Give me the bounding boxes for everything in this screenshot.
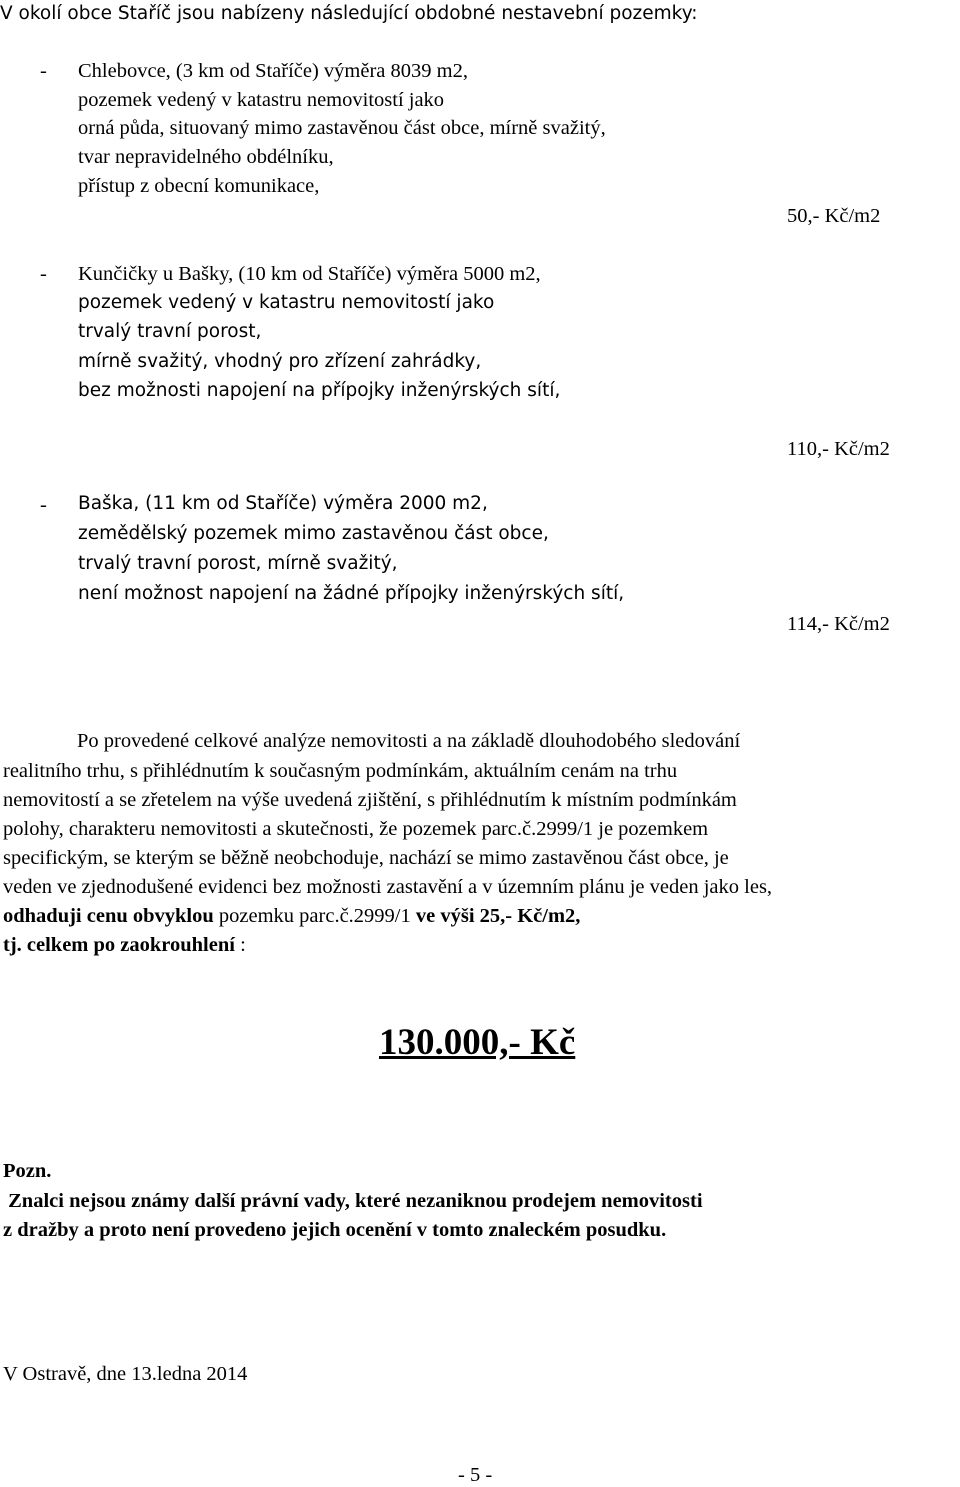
item-line: trvalý travní porost, [78,321,262,342]
colon-text: : [234,934,246,956]
note-line: Znalci nejsou známy další právní vady, které nezaniknou prodejem nemovitosti [3,1190,703,1212]
item-dash: - [40,494,47,516]
item-line: přístup z obecní komunikace, [78,175,320,197]
item-line: orná půda, situovaný mimo zastavěnou část obce, mírně svažitý, [78,117,606,139]
conclusion-line [3,906,580,927]
item-line: Kunčičky u Bašky, (10 km od Staříče) výměra 5000 m2, [78,263,541,285]
conclusion-line: nemovitostí a se zřetelem na výše uvedená zjištění, s přihlédnutím k místním podmínkám [3,789,737,811]
parcel-text: pozemku parc.č.2999/1 [213,905,416,927]
conclusion-line: realitního trhu, s přihlédnutím k současným podmínkám, aktuálním cenám na trhu [3,760,678,782]
conclusion-line [3,935,246,956]
estimate-label: odhaduji cenu obvyklou [3,905,214,927]
conclusion-line: specifickým, se kterým se běžně neobchoduje, nachází se mimo zastavěnou část obce, je [3,847,729,869]
item-line: pozemek vedený v katastru nemovitostí jako [78,89,445,111]
page-number: - 5 - [458,1464,493,1486]
item-line: trvalý travní porost, mírně svažitý, [78,553,398,574]
item-line: bez možnosti napojení na přípojky inženýrských sítí, [78,380,561,401]
item-line: Chlebovce, (3 km od Staříče) výměra 8039 m2, [78,60,468,82]
intro-text: V okolí obce Staříč jsou nabízeny následující obdobné nestavební pozemky: [0,3,698,24]
total-price: 130.000,- Kč [379,1022,576,1063]
item-line: mírně svažitý, vhodný pro zřízení zahrádky, [78,351,482,372]
note-line: z dražby a proto není provedeno jejich ocenění v tomto znaleckém posudku. [3,1219,667,1241]
item-line: není možnost napojení na žádné přípojky inženýrských sítí, [78,583,625,604]
note-heading: Pozn. [3,1160,52,1182]
item-line: tvar nepravidelného obdélníku, [78,146,334,168]
item-price: 50,- Kč/m2 [787,205,881,227]
item-price: 110,- Kč/m2 [787,438,890,460]
conclusion-line: polohy, charakteru nemovitosti a skutečnosti, že pozemek parc.č.2999/1 je pozemkem [3,818,709,840]
conclusion-line: veden ve zjednodušené evidenci bez možnosti zastavění a v územním plánu je veden jako les, [3,876,773,898]
place-date: V Ostravě, dne 13.ledna 2014 [3,1363,248,1385]
unit-price-text: ve výši 25,- Kč/m2, [415,905,581,927]
item-line: zemědělský pozemek mimo zastavěnou část obce, [78,523,549,544]
conclusion-line: Po provedené celkové analýze nemovitosti a na základě dlouhodobého sledování [77,730,741,752]
item-line: Baška, (11 km od Staříče) výměra 2000 m2, [78,493,488,514]
item-line: pozemek vedený v katastru nemovitostí jako [78,292,495,313]
total-label: tj. celkem po zaokrouhlení [3,934,235,956]
item-dash: - [40,263,47,285]
item-price: 114,- Kč/m2 [787,613,890,635]
item-dash: - [40,60,47,82]
